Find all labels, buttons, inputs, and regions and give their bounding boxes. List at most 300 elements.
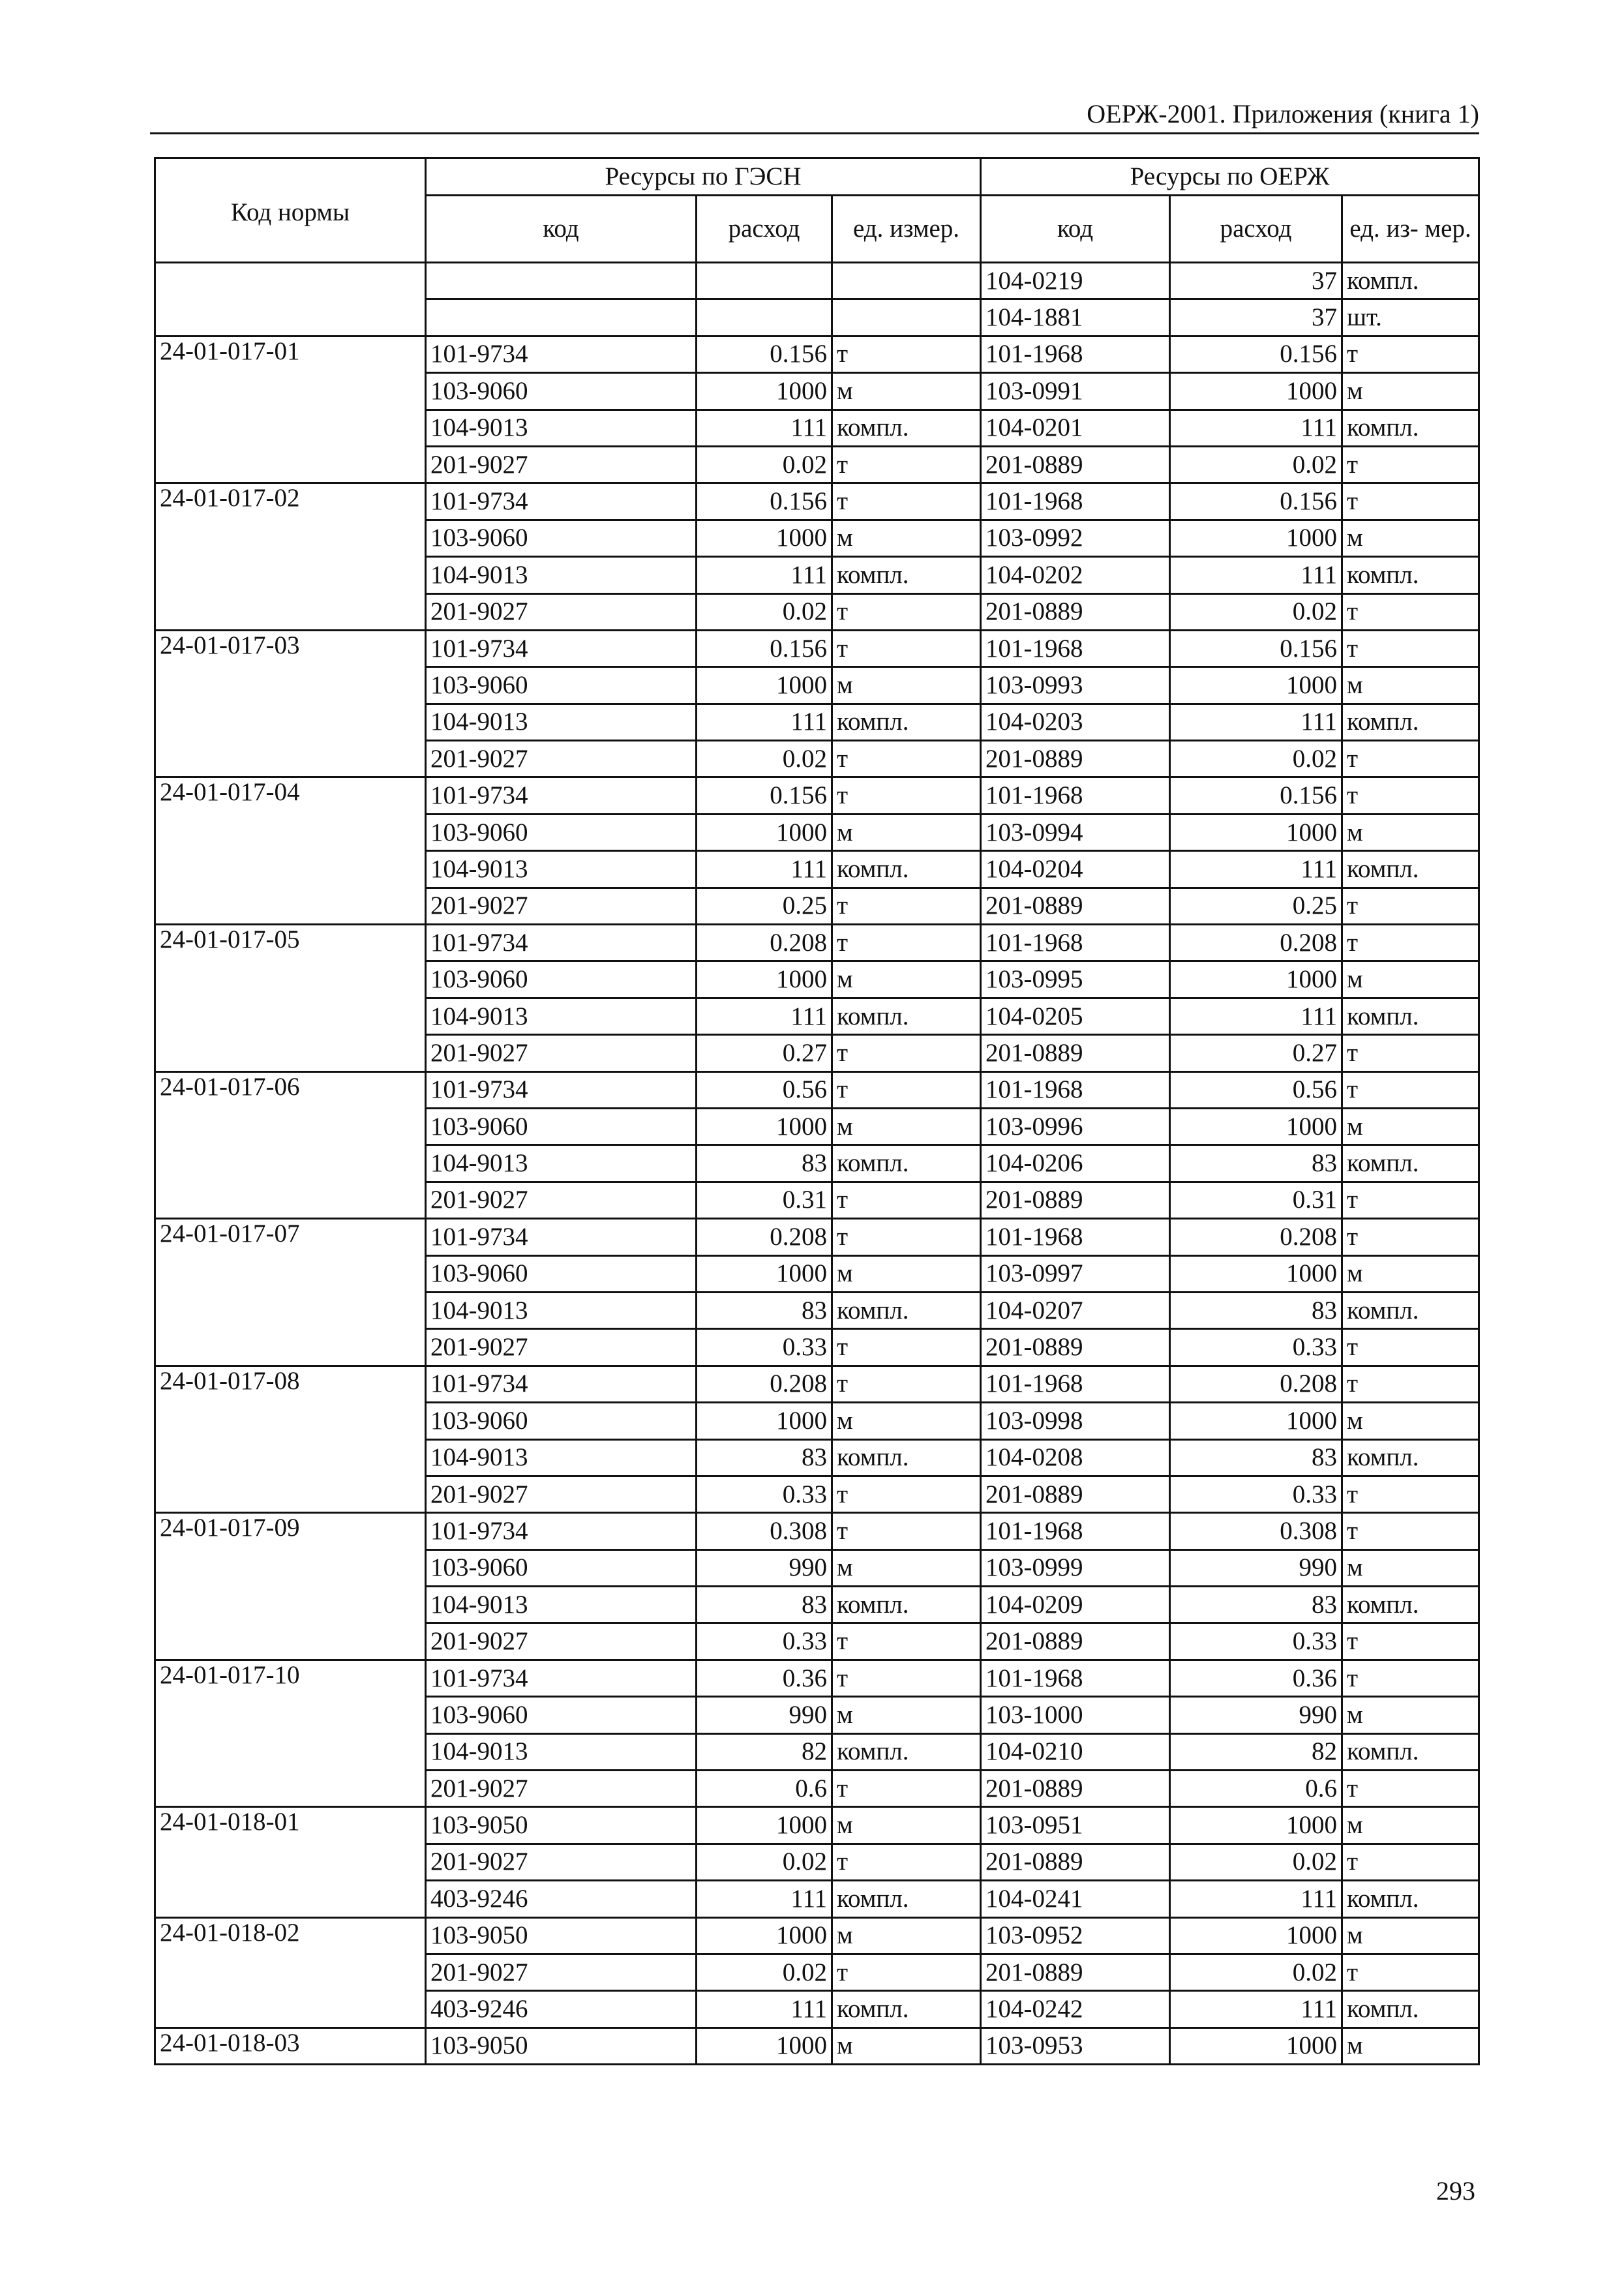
oerzh-unit-cell: т — [1342, 483, 1479, 520]
gesn-amount-cell: 111 — [697, 704, 832, 740]
oerzh-amount-cell: 0.36 — [1170, 1660, 1342, 1696]
norm-code-cell: 24-01-017-04 — [155, 777, 426, 925]
gesn-amount-cell: 0.33 — [697, 1329, 832, 1366]
gesn-code-cell: 201-9027 — [426, 1844, 697, 1880]
gesn-code-cell: 201-9027 — [426, 1329, 697, 1366]
oerzh-unit-cell: компл. — [1342, 851, 1479, 888]
gesn-code-cell: 104-9013 — [426, 1587, 697, 1623]
table-row — [155, 2027, 1479, 2064]
oerzh-unit-cell: т — [1342, 1513, 1479, 1549]
gesn-code-cell: 101-9734 — [426, 1513, 697, 1549]
oerzh-unit-cell: т — [1342, 1219, 1479, 1255]
gesn-code-cell: 201-9027 — [426, 1182, 697, 1218]
norm-code-cell: 24-01-018-01 — [155, 1807, 426, 1917]
gesn-amount-cell: 1000 — [697, 1108, 832, 1144]
oerzh-unit-cell: м — [1342, 520, 1479, 556]
gesn-code-cell: 104-9013 — [426, 1439, 697, 1476]
gesn-code-cell: 103-9060 — [426, 667, 697, 704]
oerzh-code-cell: 101-1968 — [981, 1660, 1170, 1696]
table-row — [155, 1513, 1479, 1549]
oerzh-code-cell: 201-0889 — [981, 1844, 1170, 1880]
gesn-unit-cell: м — [832, 520, 981, 556]
oerzh-amount-cell: 82 — [1170, 1733, 1342, 1770]
gesn-amount-cell: 1000 — [697, 1917, 832, 1954]
oerzh-code-cell: 103-0996 — [981, 1108, 1170, 1144]
header-gesn-code: код — [426, 196, 697, 263]
gesn-unit-cell: компл. — [832, 1145, 981, 1182]
gesn-code-cell: 103-9060 — [426, 961, 697, 998]
gesn-amount-cell: 1000 — [697, 520, 832, 556]
oerzh-unit-cell: т — [1342, 630, 1479, 666]
oerzh-amount-cell: 0.156 — [1170, 483, 1342, 520]
gesn-code-cell: 101-9734 — [426, 630, 697, 666]
oerzh-amount-cell: 0.02 — [1170, 1954, 1342, 1990]
oerzh-unit-cell: м — [1342, 1549, 1479, 1586]
gesn-code-cell: 201-9027 — [426, 1035, 697, 1071]
oerzh-code-cell: 101-1968 — [981, 1513, 1170, 1549]
oerzh-code-cell: 104-0219 — [981, 263, 1170, 299]
oerzh-amount-cell: 990 — [1170, 1697, 1342, 1733]
gesn-code-cell: 201-9027 — [426, 741, 697, 777]
gesn-code-cell: 103-9050 — [426, 1917, 697, 1954]
gesn-amount-cell: 111 — [697, 410, 832, 446]
oerzh-amount-cell: 0.156 — [1170, 336, 1342, 372]
table-row — [155, 777, 1479, 814]
gesn-unit-cell: т — [832, 1071, 981, 1108]
gesn-code-cell: 104-9013 — [426, 704, 697, 740]
oerzh-amount-cell: 0.33 — [1170, 1476, 1342, 1512]
header-gesn-group: Ресурсы по ГЭСН — [426, 158, 981, 196]
gesn-amount-cell: 0.208 — [697, 925, 832, 961]
gesn-amount-cell: 0.156 — [697, 336, 832, 372]
gesn-unit-cell: м — [832, 373, 981, 410]
gesn-unit-cell: т — [832, 1476, 981, 1512]
gesn-code-cell: 101-9734 — [426, 1660, 697, 1696]
gesn-code-cell: 103-9060 — [426, 1549, 697, 1586]
gesn-code-cell: 104-9013 — [426, 557, 697, 593]
oerzh-amount-cell: 111 — [1170, 410, 1342, 446]
norm-code-cell: 24-01-017-06 — [155, 1071, 426, 1219]
gesn-unit-cell: т — [832, 1660, 981, 1696]
oerzh-unit-cell: м — [1342, 814, 1479, 850]
oerzh-amount-cell: 990 — [1170, 1549, 1342, 1586]
gesn-unit-cell: т — [832, 630, 981, 666]
table-row — [155, 1660, 1479, 1696]
oerzh-amount-cell: 0.208 — [1170, 925, 1342, 961]
gesn-amount-cell: 0.02 — [697, 1844, 832, 1880]
oerzh-unit-cell: т — [1342, 1476, 1479, 1512]
oerzh-unit-cell: м — [1342, 1697, 1479, 1733]
header-gesn-unit: ед. измер. — [832, 196, 981, 263]
gesn-amount-cell: 0.02 — [697, 741, 832, 777]
oerzh-unit-cell: т — [1342, 1954, 1479, 1990]
oerzh-code-cell: 201-0889 — [981, 1035, 1170, 1071]
table-row — [155, 925, 1479, 961]
oerzh-unit-cell: м — [1342, 2027, 1479, 2064]
table-row — [155, 1366, 1479, 1402]
header-oerzh-amount: расход — [1170, 196, 1342, 263]
gesn-code-cell: 201-9027 — [426, 593, 697, 630]
oerzh-code-cell: 103-0999 — [981, 1549, 1170, 1586]
gesn-unit-cell: т — [832, 1954, 981, 1990]
oerzh-code-cell: 201-0889 — [981, 1954, 1170, 1990]
gesn-amount-cell: 1000 — [697, 1807, 832, 1844]
gesn-unit-cell: компл. — [832, 851, 981, 888]
norm-code-cell: 24-01-017-08 — [155, 1366, 426, 1513]
gesn-code-cell: 201-9027 — [426, 1476, 697, 1512]
norm-code-cell: 24-01-017-09 — [155, 1513, 426, 1660]
gesn-unit-cell: т — [832, 483, 981, 520]
oerzh-code-cell: 201-0889 — [981, 1329, 1170, 1366]
oerzh-code-cell: 104-0242 — [981, 1991, 1170, 2027]
oerzh-amount-cell: 1000 — [1170, 1403, 1342, 1439]
gesn-unit-cell — [832, 299, 981, 336]
gesn-unit-cell: т — [832, 446, 981, 483]
gesn-unit-cell: м — [832, 1403, 981, 1439]
oerzh-unit-cell: шт. — [1342, 299, 1479, 336]
gesn-unit-cell: т — [832, 888, 981, 924]
gesn-amount-cell: 83 — [697, 1292, 832, 1328]
oerzh-unit-cell: компл. — [1342, 1881, 1479, 1917]
gesn-amount-cell — [697, 263, 832, 299]
oerzh-unit-cell: т — [1342, 777, 1479, 814]
gesn-amount-cell: 0.156 — [697, 777, 832, 814]
oerzh-code-cell: 104-0204 — [981, 851, 1170, 888]
gesn-amount-cell: 0.25 — [697, 888, 832, 924]
gesn-amount-cell: 0.02 — [697, 446, 832, 483]
running-title: ОЕРЖ-2001. Приложения (книга 1) — [1087, 99, 1479, 128]
gesn-amount-cell: 0.208 — [697, 1366, 832, 1402]
oerzh-code-cell: 201-0889 — [981, 1182, 1170, 1218]
oerzh-unit-cell: т — [1342, 1035, 1479, 1071]
table-row — [155, 1071, 1479, 1108]
oerzh-code-cell: 103-0951 — [981, 1807, 1170, 1844]
gesn-amount-cell: 1000 — [697, 961, 832, 998]
gesn-amount-cell: 83 — [697, 1587, 832, 1623]
gesn-unit-cell: компл. — [832, 1292, 981, 1328]
oerzh-unit-cell: м — [1342, 373, 1479, 410]
oerzh-code-cell: 104-0208 — [981, 1439, 1170, 1476]
gesn-amount-cell: 83 — [697, 1145, 832, 1182]
oerzh-unit-cell: т — [1342, 888, 1479, 924]
oerzh-code-cell: 101-1968 — [981, 630, 1170, 666]
gesn-code-cell: 104-9013 — [426, 410, 697, 446]
oerzh-unit-cell: м — [1342, 1807, 1479, 1844]
gesn-amount-cell: 1000 — [697, 1255, 832, 1292]
gesn-amount-cell: 0.36 — [697, 1660, 832, 1696]
gesn-code-cell: 101-9734 — [426, 1071, 697, 1108]
table-row — [155, 263, 1479, 299]
gesn-code-cell: 104-9013 — [426, 1733, 697, 1770]
gesn-code-cell: 101-9734 — [426, 925, 697, 961]
gesn-unit-cell: т — [832, 1182, 981, 1218]
oerzh-unit-cell: т — [1342, 336, 1479, 372]
oerzh-code-cell: 103-0993 — [981, 667, 1170, 704]
gesn-amount-cell: 111 — [697, 998, 832, 1034]
gesn-code-cell: 201-9027 — [426, 446, 697, 483]
oerzh-amount-cell: 1000 — [1170, 1108, 1342, 1144]
header-rule — [150, 132, 1479, 134]
oerzh-unit-cell: компл. — [1342, 263, 1479, 299]
gesn-code-cell: 201-9027 — [426, 1954, 697, 1990]
oerzh-code-cell: 104-0241 — [981, 1881, 1170, 1917]
oerzh-amount-cell: 1000 — [1170, 2027, 1342, 2064]
oerzh-amount-cell: 1000 — [1170, 373, 1342, 410]
oerzh-code-cell: 101-1968 — [981, 925, 1170, 961]
gesn-code-cell: 103-9050 — [426, 2027, 697, 2064]
table-body — [155, 263, 1479, 2065]
gesn-unit-cell: компл. — [832, 998, 981, 1034]
oerzh-unit-cell: компл. — [1342, 1991, 1479, 2027]
oerzh-code-cell: 103-0952 — [981, 1917, 1170, 1954]
oerzh-code-cell: 101-1968 — [981, 777, 1170, 814]
gesn-amount-cell: 0.27 — [697, 1035, 832, 1071]
oerzh-code-cell: 104-0202 — [981, 557, 1170, 593]
gesn-unit-cell: компл. — [832, 1881, 981, 1917]
oerzh-amount-cell: 1000 — [1170, 961, 1342, 998]
gesn-unit-cell: т — [832, 1329, 981, 1366]
norm-code-cell: 24-01-018-02 — [155, 1917, 426, 2027]
gesn-unit-cell: т — [832, 1771, 981, 1807]
oerzh-amount-cell: 0.02 — [1170, 593, 1342, 630]
gesn-code-cell: 104-9013 — [426, 851, 697, 888]
gesn-amount-cell: 0.02 — [697, 593, 832, 630]
gesn-code-cell: 103-9060 — [426, 1403, 697, 1439]
oerzh-amount-cell: 83 — [1170, 1587, 1342, 1623]
oerzh-unit-cell: компл. — [1342, 1587, 1479, 1623]
gesn-unit-cell: м — [832, 1108, 981, 1144]
gesn-code-cell: 103-9060 — [426, 1697, 697, 1733]
oerzh-unit-cell: т — [1342, 1071, 1479, 1108]
gesn-amount-cell: 1000 — [697, 667, 832, 704]
oerzh-code-cell: 101-1968 — [981, 483, 1170, 520]
gesn-unit-cell: м — [832, 1549, 981, 1586]
oerzh-code-cell: 101-1968 — [981, 1071, 1170, 1108]
oerzh-code-cell: 104-0207 — [981, 1292, 1170, 1328]
gesn-code-cell: 101-9734 — [426, 483, 697, 520]
oerzh-amount-cell: 37 — [1170, 263, 1342, 299]
gesn-unit-cell: м — [832, 1917, 981, 1954]
gesn-unit-cell: т — [832, 1035, 981, 1071]
norm-code-cell: 24-01-017-10 — [155, 1660, 426, 1807]
gesn-unit-cell: т — [832, 336, 981, 372]
gesn-unit-cell: компл. — [832, 410, 981, 446]
oerzh-code-cell: 201-0889 — [981, 1623, 1170, 1660]
oerzh-code-cell: 201-0889 — [981, 1476, 1170, 1512]
gesn-amount-cell: 0.31 — [697, 1182, 832, 1218]
gesn-amount-cell: 82 — [697, 1733, 832, 1770]
table-row — [155, 1807, 1479, 1844]
gesn-code-cell: 403-9246 — [426, 1881, 697, 1917]
oerzh-code-cell: 104-0206 — [981, 1145, 1170, 1182]
gesn-unit-cell: м — [832, 814, 981, 850]
oerzh-unit-cell: т — [1342, 1366, 1479, 1402]
gesn-code-cell: 403-9246 — [426, 1991, 697, 2027]
gesn-amount-cell: 0.208 — [697, 1219, 832, 1255]
oerzh-amount-cell: 0.56 — [1170, 1071, 1342, 1108]
gesn-amount-cell: 1000 — [697, 1403, 832, 1439]
gesn-amount-cell: 990 — [697, 1549, 832, 1586]
norm-code-cell: 24-01-017-02 — [155, 483, 426, 631]
gesn-amount-cell: 111 — [697, 851, 832, 888]
header-gesn-amount: расход — [697, 196, 832, 263]
oerzh-amount-cell: 1000 — [1170, 1917, 1342, 1954]
norm-code-cell: 24-01-018-03 — [155, 2027, 426, 2064]
oerzh-code-cell: 104-1881 — [981, 299, 1170, 336]
gesn-amount-cell: 1000 — [697, 814, 832, 850]
norm-code-cell: 24-01-017-05 — [155, 925, 426, 1072]
oerzh-amount-cell: 83 — [1170, 1439, 1342, 1476]
gesn-code-cell: 103-9060 — [426, 1108, 697, 1144]
gesn-unit-cell: т — [832, 777, 981, 814]
gesn-unit-cell: компл. — [832, 1991, 981, 2027]
resources-table — [154, 157, 1480, 2065]
gesn-amount-cell: 111 — [697, 557, 832, 593]
oerzh-unit-cell: м — [1342, 1255, 1479, 1292]
gesn-code-cell: 101-9734 — [426, 1219, 697, 1255]
oerzh-amount-cell: 0.308 — [1170, 1513, 1342, 1549]
oerzh-unit-cell: компл. — [1342, 410, 1479, 446]
oerzh-unit-cell: т — [1342, 1182, 1479, 1218]
oerzh-unit-cell: компл. — [1342, 1733, 1479, 1770]
oerzh-code-cell: 104-0201 — [981, 410, 1170, 446]
oerzh-code-cell: 103-1000 — [981, 1697, 1170, 1733]
gesn-unit-cell: м — [832, 2027, 981, 2064]
gesn-code-cell: 201-9027 — [426, 1623, 697, 1660]
table-row — [155, 1219, 1479, 1255]
oerzh-unit-cell: компл. — [1342, 704, 1479, 740]
oerzh-unit-cell: м — [1342, 1108, 1479, 1144]
gesn-code-cell: 101-9734 — [426, 336, 697, 372]
gesn-unit-cell: т — [832, 1844, 981, 1880]
gesn-unit-cell: т — [832, 741, 981, 777]
oerzh-code-cell: 103-0998 — [981, 1403, 1170, 1439]
gesn-unit-cell: м — [832, 961, 981, 998]
oerzh-unit-cell: т — [1342, 1844, 1479, 1880]
oerzh-amount-cell: 0.02 — [1170, 1844, 1342, 1880]
gesn-unit-cell: компл. — [832, 1733, 981, 1770]
oerzh-amount-cell: 111 — [1170, 1881, 1342, 1917]
oerzh-unit-cell: компл. — [1342, 1292, 1479, 1328]
oerzh-amount-cell: 0.208 — [1170, 1366, 1342, 1402]
oerzh-amount-cell: 0.33 — [1170, 1623, 1342, 1660]
oerzh-amount-cell: 0.27 — [1170, 1035, 1342, 1071]
oerzh-code-cell: 104-0205 — [981, 998, 1170, 1034]
gesn-amount-cell: 0.308 — [697, 1513, 832, 1549]
gesn-amount-cell: 1000 — [697, 2027, 832, 2064]
oerzh-unit-cell: м — [1342, 1403, 1479, 1439]
gesn-code-cell: 101-9734 — [426, 1366, 697, 1402]
gesn-unit-cell: компл. — [832, 704, 981, 740]
oerzh-code-cell: 104-0210 — [981, 1733, 1170, 1770]
oerzh-amount-cell: 111 — [1170, 998, 1342, 1034]
norm-code-cell: 24-01-017-07 — [155, 1219, 426, 1366]
oerzh-amount-cell: 0.02 — [1170, 741, 1342, 777]
oerzh-unit-cell: компл. — [1342, 557, 1479, 593]
oerzh-amount-cell: 0.25 — [1170, 888, 1342, 924]
oerzh-unit-cell: компл. — [1342, 1145, 1479, 1182]
oerzh-amount-cell: 111 — [1170, 704, 1342, 740]
gesn-amount-cell: 83 — [697, 1439, 832, 1476]
gesn-code-cell: 104-9013 — [426, 998, 697, 1034]
gesn-unit-cell: т — [832, 1513, 981, 1549]
gesn-amount-cell: 0.33 — [697, 1623, 832, 1660]
header-oerzh-group: Ресурсы по ОЕРЖ — [981, 158, 1479, 196]
oerzh-code-cell: 103-0991 — [981, 373, 1170, 410]
gesn-amount-cell — [697, 299, 832, 336]
oerzh-code-cell: 104-0203 — [981, 704, 1170, 740]
oerzh-unit-cell: т — [1342, 1329, 1479, 1366]
gesn-unit-cell — [832, 263, 981, 299]
oerzh-amount-cell: 83 — [1170, 1292, 1342, 1328]
page-number: 293 — [1436, 2176, 1475, 2206]
table-header — [155, 158, 1479, 263]
gesn-amount-cell: 0.156 — [697, 630, 832, 666]
oerzh-unit-cell: м — [1342, 1917, 1479, 1954]
oerzh-amount-cell: 0.208 — [1170, 1219, 1342, 1255]
norm-code-cell: 24-01-017-03 — [155, 630, 426, 777]
gesn-code-cell — [426, 299, 697, 336]
gesn-unit-cell: м — [832, 1807, 981, 1844]
oerzh-code-cell: 201-0889 — [981, 593, 1170, 630]
gesn-amount-cell: 0.6 — [697, 1771, 832, 1807]
oerzh-amount-cell: 111 — [1170, 1991, 1342, 2027]
oerzh-code-cell: 103-0953 — [981, 2027, 1170, 2064]
gesn-unit-cell: т — [832, 925, 981, 961]
oerzh-unit-cell: т — [1342, 446, 1479, 483]
oerzh-amount-cell: 0.02 — [1170, 446, 1342, 483]
oerzh-amount-cell: 111 — [1170, 557, 1342, 593]
header-norm-code: Код нормы — [155, 158, 426, 263]
oerzh-unit-cell: т — [1342, 1660, 1479, 1696]
header-oerzh-code: код — [981, 196, 1170, 263]
oerzh-code-cell: 104-0209 — [981, 1587, 1170, 1623]
oerzh-code-cell: 101-1968 — [981, 1219, 1170, 1255]
gesn-amount-cell: 1000 — [697, 373, 832, 410]
oerzh-amount-cell: 1000 — [1170, 520, 1342, 556]
gesn-code-cell — [426, 263, 697, 299]
oerzh-unit-cell: м — [1342, 667, 1479, 704]
oerzh-amount-cell: 0.33 — [1170, 1329, 1342, 1366]
oerzh-unit-cell: т — [1342, 1623, 1479, 1660]
oerzh-unit-cell: м — [1342, 961, 1479, 998]
gesn-amount-cell: 0.56 — [697, 1071, 832, 1108]
oerzh-amount-cell: 1000 — [1170, 667, 1342, 704]
gesn-unit-cell: м — [832, 1255, 981, 1292]
table-row — [155, 1917, 1479, 1954]
oerzh-unit-cell: т — [1342, 1771, 1479, 1807]
gesn-amount-cell: 0.02 — [697, 1954, 832, 1990]
oerzh-amount-cell: 1000 — [1170, 814, 1342, 850]
gesn-amount-cell: 0.33 — [697, 1476, 832, 1512]
oerzh-code-cell: 101-1968 — [981, 336, 1170, 372]
oerzh-amount-cell: 111 — [1170, 851, 1342, 888]
gesn-unit-cell: т — [832, 593, 981, 630]
gesn-code-cell: 201-9027 — [426, 1771, 697, 1807]
gesn-unit-cell: м — [832, 667, 981, 704]
oerzh-code-cell: 201-0889 — [981, 741, 1170, 777]
oerzh-amount-cell: 0.31 — [1170, 1182, 1342, 1218]
oerzh-unit-cell: т — [1342, 593, 1479, 630]
gesn-code-cell: 103-9060 — [426, 814, 697, 850]
oerzh-code-cell: 201-0889 — [981, 446, 1170, 483]
table-row — [155, 483, 1479, 520]
oerzh-code-cell: 201-0889 — [981, 888, 1170, 924]
oerzh-unit-cell: т — [1342, 741, 1479, 777]
norm-code-cell: 24-01-017-01 — [155, 336, 426, 483]
gesn-unit-cell: м — [832, 1697, 981, 1733]
gesn-unit-cell: т — [832, 1219, 981, 1255]
